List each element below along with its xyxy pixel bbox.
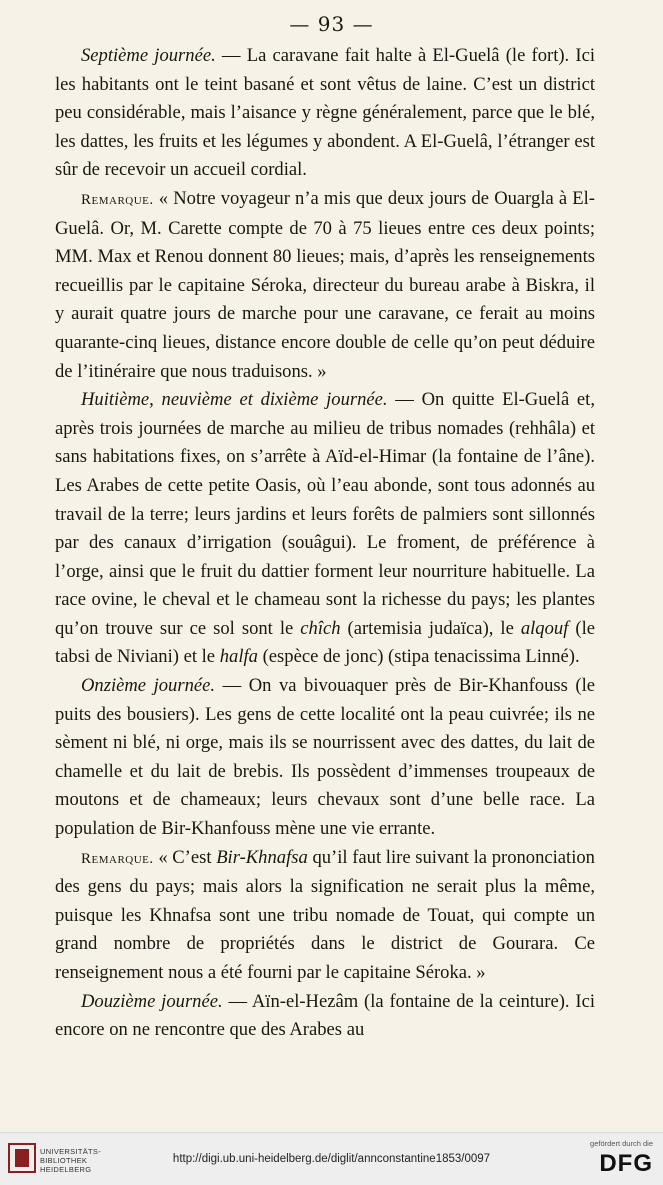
text-run: « Notre voyageur n’a mis que deux jours de Ouargla à El-Guelâ. Or, M. Carette compte de 70 à 75 lieues entre ces deux points; MM. Max et Renou donnent 80 lieues; mais, d’après les renseignements recueillis par le capitaine Séroka, directeur du bureau arabe à Biskra, il y aurait quatre jours de marche pour une caravane, ce ferait au moins quarante-cinq lieues, distance encore double de celle qu’on peut déduire de l’itinéraire que nous traduisons. » xyxy=(55,187,595,382)
italic-run: halfa xyxy=(219,646,258,668)
italic-run: Onzième journée. xyxy=(81,675,216,697)
paragraph xyxy=(55,988,595,1045)
text-run: (artemisia judaïca), le xyxy=(340,617,521,639)
text-run: — La caravane fait halte à El-Guelâ (le fort). Ici les habitants ont le teint basané et sont vêtus de laine. C’est un district peu considérable, mais l’aisance y règne généralement, parce que le blé, les dattes, les fruits et les légumes y abondent. A El-Guelâ, l’étranger est sûr de recevoir un accueil cordial. xyxy=(55,45,595,181)
library-name-line: BIBLIOTHEK xyxy=(40,1156,88,1165)
text-run: qu’il faut lire suivant la prononciation des gens du pays; mais alors la signification ne serait plus la même, puisque les Khnafsa sont une tribu nomade de Touat, qui compte un grand nombre de propriétés dans le district de Gourara. Ce renseignement nous a été fourni par le capitaine Séroka. » xyxy=(55,846,595,983)
digitization-footer xyxy=(0,1132,663,1185)
permalink-url[interactable]: http://digi.ub.uni-heidelberg.de/diglit/annconstantine1853/0097 xyxy=(172,1153,491,1165)
paragraph xyxy=(55,672,595,844)
text-run: (le tabsi de Niviani) et le xyxy=(55,617,595,668)
body-text xyxy=(55,42,595,1045)
text-run: — On quitte El-Guelâ et, après trois journées de marche au milieu de tribus nomades (rehhâla) et sans habitations fixes, on s’arrête à Aïd-el-Himar (la fontaine de l’âne). Les Arabes de cette petite Oasis, où l’eau abonde, sont tous adonnés au travail de la terre; leurs jardins et leurs forêts de palmiers sont sillonnés par des canaux d’irrigation (souâgui). Le froment, de préférence à l’orge, ainsi que le fruit du dattier forment leur nourriture habituelle. La race ovine, le cheval et le chameau sont la richesse du pays; les plantes qu’on trouve sur ce sol sont le xyxy=(55,389,595,639)
text-run: — Aïn-el-Hezâm (la fontaine de la ceinture). Ici encore on ne rencontre que des Arabes au xyxy=(55,990,595,1041)
italic-run: Septième journée. xyxy=(81,45,216,66)
text-run: (espèce de jonc) (stipa tenacissima Linné). xyxy=(257,646,580,668)
italic-run: Huitième, neuvième et dixième journée. xyxy=(81,389,388,411)
paragraph xyxy=(55,185,595,386)
paragraph xyxy=(55,386,595,672)
funded-by-label: gefördert durch die xyxy=(590,1139,653,1148)
paragraph xyxy=(55,844,595,988)
italic-run: Bir-Khnafsa xyxy=(216,846,308,868)
page-number: — 93 — xyxy=(289,12,374,36)
remark-label: Remarque. xyxy=(81,850,154,867)
text-run: « C’est xyxy=(153,846,217,868)
library-name-line: HEIDELBERG xyxy=(40,1165,92,1174)
paragraph xyxy=(55,42,595,185)
text-run: — On va bivouaquer près de Bir-Khanfouss (le puits des bousiers). Les gens de cette localité ont la peau cuivrée; ils ne sèment ni blé, ni orge, mais ils se nourrissent avec des dattes, du lait de chamelle et du lait de brebis. Ils possèdent d’immenses troupeaux de moutons et de chameaux; leurs chevaux sont d’une belle race. La population de Bir-Khanfouss mène une vie errante. xyxy=(55,675,596,840)
library-name-line: UNIVERSITÄTS- xyxy=(40,1147,101,1156)
remark-label: Remarque. xyxy=(81,191,154,208)
dfg-logo: DFG xyxy=(599,1150,653,1177)
italic-run: chîch xyxy=(300,617,341,639)
italic-run: Douzième journée. xyxy=(81,990,223,1012)
italic-run: alqouf xyxy=(520,617,569,639)
